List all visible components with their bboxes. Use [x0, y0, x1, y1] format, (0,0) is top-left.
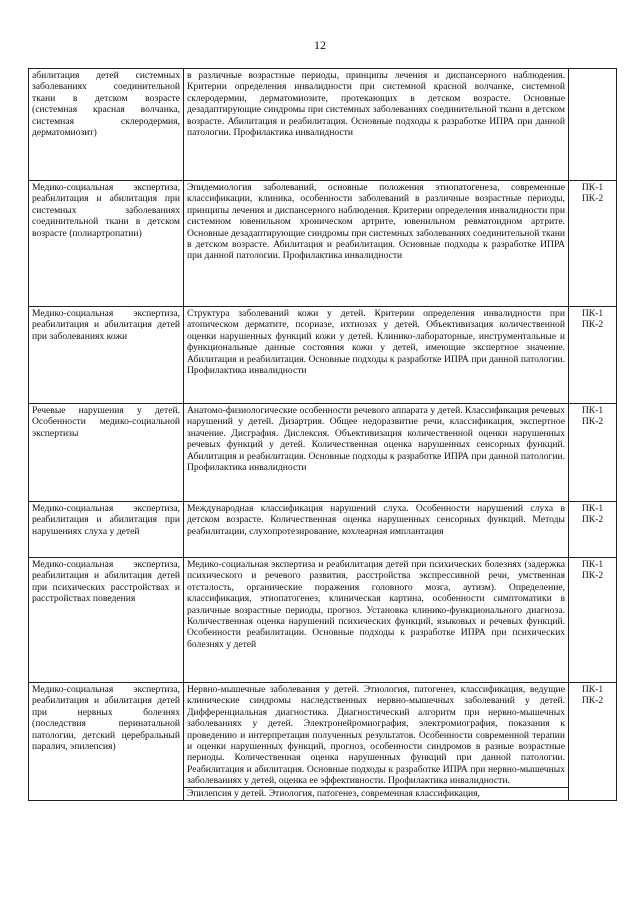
competency-code: ПК-2 [581, 695, 604, 707]
competency-code: ПК-2 [581, 514, 604, 526]
content-paragraph: Нервно-мышечные заболевания у детей. Этиология, патогенез, классификация, ведущие клинические синдромы наследственных нервно-мышечных заболеваний у детей. Дифференциальная диагностика. Диагностический алгоритм при нервно-мышечных заболеваниях у детей. Электронейромиография, электромиография, показания к проведению и интерпретация полученных результатов. Особенности современной терапии и оценки нарушенных функций, прогноз, особенности синдромов в разные возрастные периоды. Количественная оценка нарушенных функций при данной патологии. Реабилитация и абилитация. Основные подходы к разработке ИПРА при нервно-мышечных заболеваниях у детей, оценка ее эффективности. Профилактика инвалидности. [187, 684, 565, 787]
topic-cell: Медико-социальная экспертиза, реабилитация и абилитация детей при нервных болезнях (последствия перинатальной патологии, детский церебральный паралич, эпилепсия) [29, 683, 184, 801]
content-cell [184, 683, 569, 801]
competency-cell [569, 502, 617, 558]
competency-code: ПК-2 [581, 416, 604, 428]
competency-cell [569, 69, 617, 181]
competency-code: ПК-2 [581, 570, 604, 582]
page-number: 12 [314, 38, 326, 52]
competency-code: ПК-2 [581, 319, 604, 331]
topic-cell: Речевые нарушения у детей. Особенности медико-социальной экспертизы [29, 404, 184, 502]
competency-code: ПК-1 [581, 182, 604, 193]
competency-code: ПК-1 [581, 503, 604, 514]
curriculum-table [28, 68, 617, 801]
topic-cell: Медико-социальная экспертиза, реабилитация и абилитация при нарушениях слуха у детей [29, 502, 184, 558]
content-cell: Анатомо-физиологические особенности речевого аппарата у детей. Классификация речевых нарушений у детей. Дизартрия. Общее недоразвитие речи, классификация, экспертное значение. Дисграфия. Дислексия. Объективизация количественной оценки нарушенных речевых функций у детей. Количественная оценка нарушенных сенсорных функций. Абилитация и реабилитация. Основные подходы к разработке ИПРА при данной патологии. Профилактика инвалидности [184, 404, 569, 502]
table-row [29, 404, 617, 502]
content-cell: Эпидемиология заболеваний, основные положения этиопатогенеза, современные классификации, клиника, особенности заболеваний в различные возрастные периоды, принципы лечения и диспансерного наблюдения. Критерии определения инвалидности при системном ювенильном хроническом артрите, ювенильном ревматоидном артрите. Основные дезадаптирующие синдромы при системных заболеваниях соединительной ткани в детском возрасте. Абилитация и реабилитация. Основные подходы к разработке ИПРА при данной патологии. Профилактика инвалидности [184, 181, 569, 307]
content-cell: в различные возрастные периоды, принципы лечения и диспансерного наблюдения. Критерии определения инвалидности при системной красной волчанке, системной склеродермии, дерматомиозите, протекающих в детском возрасте. Основные дезадаптирующие синдромы при системных заболеваниях соединительной ткани в детском возрасте. Абилитация и реабилитация. Основные подходы к разработке ИПРА при данной патологии. Профилактика инвалидности [184, 69, 569, 181]
content-cell: Международная классификация нарушений слуха. Особенности нарушений слуха в детском возрасте. Количественная оценка нарушенных сенсорных функций. Методы реабилитации, слухопротезирование, кохлеарная имплантация [184, 502, 569, 558]
table-row [29, 69, 617, 181]
table-row [29, 181, 617, 307]
competency-cell [569, 404, 617, 502]
content-cell: Медико-социальная экспертиза и реабилитация детей при психических болезнях (задержка психического и речевого развития, расстройства экспрессивной речи, умственная отсталость, органические поражения головного мозга, аутизм). Определение, классификация, этиопатогенез, клиническая картина, особенности симптоматики в различные возрастные периоды, прогноз. Установка клинико-функционального диагноза. Количественная оценка нарушений психических функций, языковых и речевых функций. Особенности реабилитации. Основные подходы к разработке ИПРА при психических болезнях у детей [184, 558, 569, 683]
competency-code: ПК-1 [581, 559, 604, 570]
competency-code: ПК-1 [581, 684, 604, 695]
topic-cell: Медико-социальная экспертиза, реабилитация и абилитация детей при заболеваниях кожи [29, 307, 184, 404]
competency-cell [569, 181, 617, 307]
competency-cell [569, 558, 617, 683]
competency-cell [569, 683, 617, 801]
topic-cell: Медико-социальная экспертиза, реабилитация и абилитация детей при психических расстройствах и расстройствах поведения [29, 558, 184, 683]
competency-code: ПК-1 [581, 308, 604, 319]
table-row [29, 558, 617, 683]
topic-cell: абилитация детей системных заболеваниях соединительной ткани в детском возрасте (системная красная волчанка, системная склеродермия, дерматомиозит) [29, 69, 184, 181]
competency-cell [569, 307, 617, 404]
table-row [29, 502, 617, 558]
content-cell: Структура заболеваний кожи у детей. Критерии определения инвалидности при атопическом дерматите, псориазе, ихтиозах у детей. Объективизация количественной оценки нарушенных функций кожи у детей. Клинико-лабораторные, инструментальные и функциональные данные состояния кожи у детей, имеющие экспертное значение. Абилитация и реабилитация. Основные подходы к разработке ИПРА при данной патологии. Профилактика инвалидности [184, 307, 569, 404]
table-row [29, 307, 617, 404]
table-row [29, 683, 617, 801]
competency-code: ПК-1 [581, 405, 604, 416]
content-continuation: Эпилепсия у детей. Этиология, патогенез, современная классификация, [184, 787, 568, 799]
competency-code: ПК-2 [581, 193, 604, 205]
topic-cell: Медико-социальная экспертиза, реабилитация и абилитация при системных заболеваниях соединительной ткани в детском возрасте (полиартропатии) [29, 181, 184, 307]
